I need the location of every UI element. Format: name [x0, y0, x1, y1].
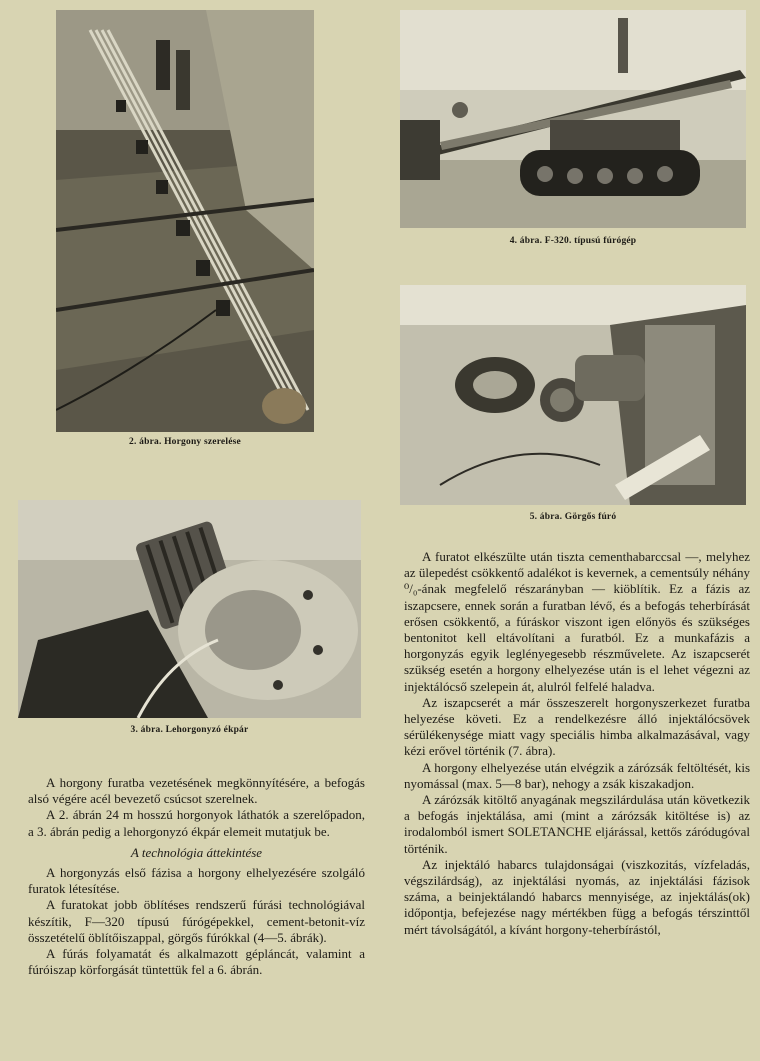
figure-5-photo: [400, 285, 746, 505]
right-paragraph-5: Az injektáló habarcs tulajdonságai (viszkozitás, vízfeladás, végszilárdság), az injektálási nyomás, az injektálási fázisok száma, a beinjektálandó habarcs mennyisége, az injektálás(ok) időpontja, befejezése nagy mértékben függ a befogás térszinttől mért távolságától, a kívánt horgony-teherbírástól,: [404, 856, 750, 937]
figure-5-caption: 5. ábra. Görgős fúró: [529, 512, 617, 522]
figure-3-caption: 3. ábra. Lehorgonyzó ékpár: [130, 725, 249, 735]
left-text-column: [28, 775, 365, 978]
left-paragraph-4: A furatokat jobb öblítéses rendszerű fúrási technológiával készítik, F—320 típusú fúrógépekkel, cement-betonit-víz összetételű öblítőiszappal, görgős fúrókkal (4—5. ábrák).: [28, 897, 365, 945]
left-paragraph-1: A horgony furatba vezetésének megkönnyítésére, a befogás alsó végére acél bevezető csúcsot szerelnek.: [28, 775, 365, 807]
right-paragraph-3: A horgony elhelyezése után elvégzik a zárózsák feltöltését, kis nyomással (max. 5—8 bar), nehogy a zsák kiszakadjon.: [404, 759, 750, 791]
left-paragraph-2: A 2. ábrán 24 m hosszú horgonyok láthatók a szerelőpadon, a 3. ábrán pedig a lehorgonyzó ékpár elemeit mutatjuk be.: [28, 807, 365, 839]
figure-2-caption: 2. ábra. Horgony szerelése: [129, 437, 241, 447]
figure-3-photo: [18, 500, 361, 718]
figure-2-photo: [56, 10, 314, 432]
right-text-column: [404, 549, 750, 938]
figure-4-photo: [400, 10, 746, 228]
left-paragraph-5: A fúrás folyamatát és alkalmazott gépláncát, valamint a fúróiszap körforgását tüntettük fel a 6. ábrán.: [28, 946, 365, 978]
section-heading: A technológia áttekintése: [130, 844, 263, 860]
right-paragraph-4: A zárózsák kitöltő anyagának megszilárdulása után következik a befogás injektálása, ami (mint a zárózsák kitöltése is) az irodalomból ismert SOLETANCHE eljárással, kettős záródugóval történik.: [404, 792, 750, 856]
right-paragraph-1: A furatot elkészülte után tiszta cementhabarccsal —, melyhez az ülepedést csökkentő adalékot is kevernek, a cementsúly néhány ⁰/₀-ának megfelelő részarányban — kiöblítik. Ez a fázis az iszapcsere, ennek során a furatban lévő, és a befogás teherbírását erősen csökkentő, a fúráskor viszont igen előnyös és szükséges bentonitot kell eltávolítani a furatból. Ez a munkafázis a horgonyzás egyik leglényegesebb részművelete. Az iszapcserét szükség esetén a horgony elhelyezése után is el lehet végezni az injektálócső szelepein át, alulról felfelé haladva.: [404, 549, 750, 694]
left-paragraph-3: A horgonyzás első fázisa a horgony elhelyezésére szolgáló furatok létesítése.: [28, 865, 365, 897]
right-paragraph-2: Az iszapcserét a már összeszerelt horgonyszerkezet furatba helyezése követi. Ez a rendelkezésre álló injektálócsövek sérülékenysége miatt vagy speciális himba alkalmazásával, vagy kézi erővel történik (7. ábra).: [404, 694, 750, 759]
figure-4-caption: 4. ábra. F-320. típusú fúrógép: [509, 236, 637, 246]
